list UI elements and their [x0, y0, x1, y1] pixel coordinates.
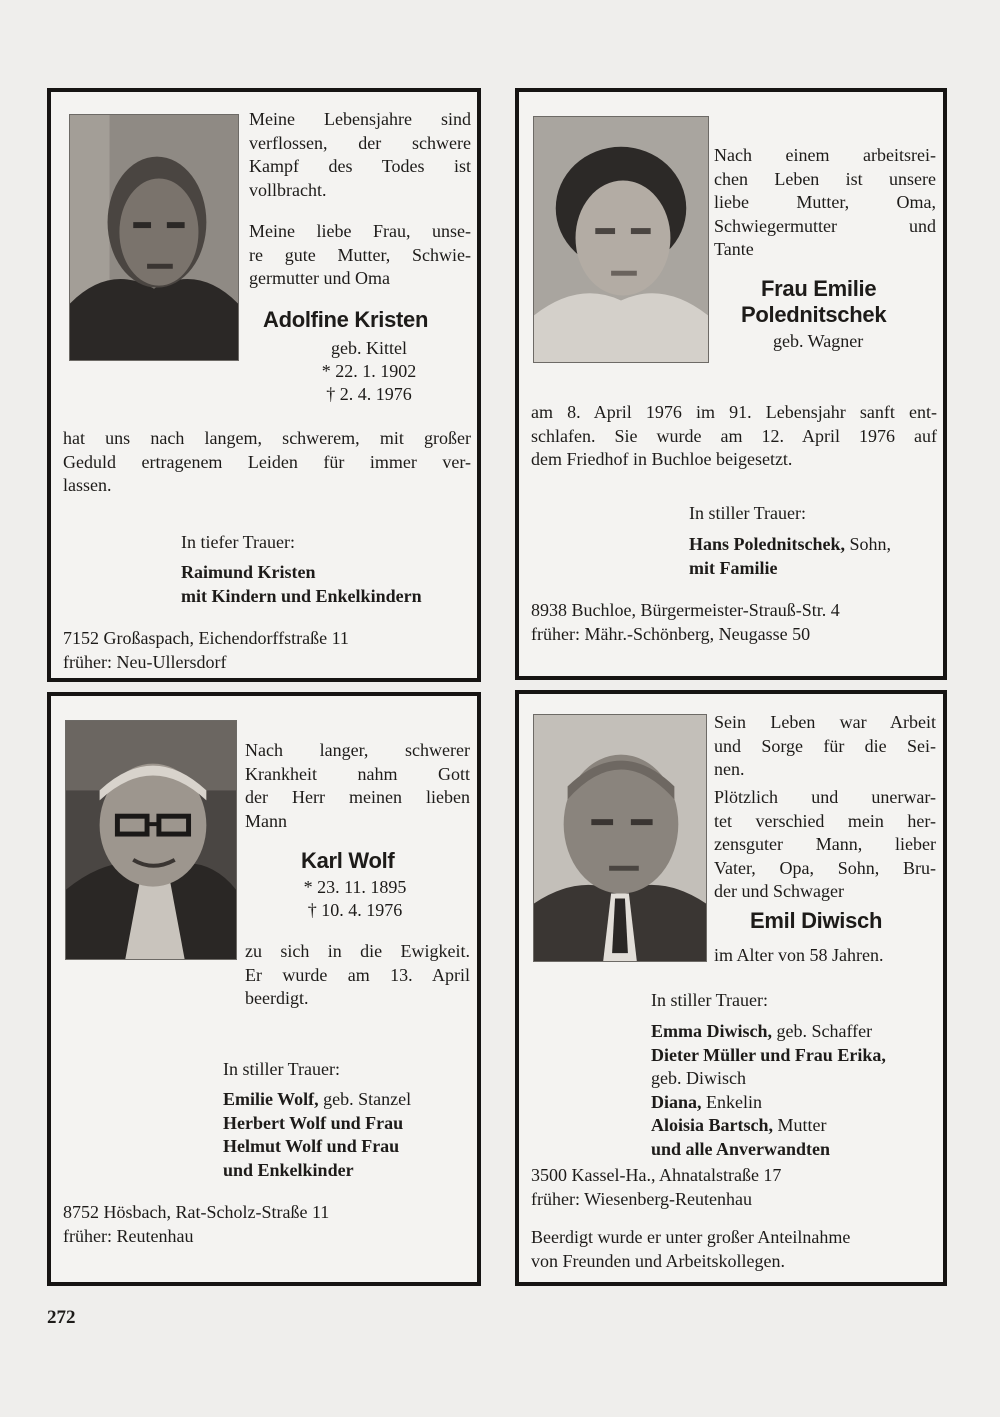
death-notice-adolfine-kristen	[47, 88, 481, 682]
mourning-heading: In tiefer Trauer:	[181, 532, 295, 552]
intro-text: Meine Lebensjahre sind verflossen, der schwere Kampf des Todes ist vollbracht.	[249, 109, 471, 200]
portrait-photo-emilie-polednitschek	[533, 116, 709, 363]
death-notice-emil-diwisch	[515, 690, 947, 1286]
death-notice-karl-wolf	[47, 692, 481, 1286]
mourners: Emma Diwisch, geb. Schaffer Dieter Müller und Frau Erika, geb. Diwisch Diana, Enkelin Aloisia Bartsch, Mutter und alle Anverwandten	[651, 1021, 886, 1159]
mourner-family: mit Familie	[689, 557, 778, 578]
birth-name: geb. Wagner	[773, 331, 864, 351]
age-text: im Alter von 58 Jahren.	[714, 945, 884, 965]
deceased-name: Emil Diwisch	[750, 908, 883, 933]
address: 3500 Kassel-Ha., Ahnatalstraße 17 früher: Wiesenberg-Reutenhau	[531, 1165, 782, 1209]
address: 8938 Buchloe, Bürgermeister-Strauß-Str. 4 früher: Mähr.-Schönberg, Neugasse 50	[531, 600, 840, 644]
mourner-name: Hans Polednitschek,	[689, 534, 846, 554]
deceased-name: Adolfine Kristen	[263, 307, 429, 332]
mourners: Raimund Kristen mit Kindern und Enkelkindern	[181, 562, 422, 606]
intro-text-2: Meine liebe Frau, unse- re gute Mutter, Schwie- germutter und Oma	[249, 221, 471, 288]
intro-text: Nach langer, schwerer Krankheit nahm Gott der Herr meinen lieben Mann	[245, 740, 470, 831]
closing-text: Beerdigt wurde er unter großer Anteilnahme von Freunden und Arbeitskollegen.	[531, 1227, 851, 1271]
mourner-name: Emilie Wolf,	[223, 1089, 319, 1109]
body-text: am 8. April 1976 im 91. Lebensjahr sanft ent- schlafen. Sie wurde am 12. April 1976 auf dem Friedhof in Buchloe beigesetzt.	[531, 402, 937, 469]
birth-date: * 23. 11. 1895	[303, 877, 407, 897]
mourning-heading: In stiller Trauer:	[651, 990, 768, 1010]
birth-name: geb. Kittel	[331, 338, 407, 358]
address: 7152 Großaspach, Eichendorffstraße 11 früher: Neu-Ullersdorf	[63, 628, 349, 672]
birth-date: * 22. 1. 1902	[321, 361, 417, 381]
portrait-photo-adolfine-kristen	[69, 114, 239, 361]
portrait-photo-emil-diwisch	[533, 714, 707, 962]
mourners: Emilie Wolf, geb. Stanzel Herbert Wolf und Frau Helmut Wolf und Frau und Enkelkinder	[223, 1089, 412, 1180]
mourning-heading: In stiller Trauer:	[689, 503, 806, 523]
address: 8752 Hösbach, Rat-Scholz-Straße 11 früher: Reutenhau	[63, 1202, 330, 1246]
body-text: zu sich in die Ewigkeit. Er wurde am 13. April beerdigt.	[245, 941, 470, 1008]
deceased-name: Karl Wolf	[301, 848, 395, 873]
intro-text: Nach einem arbeitsrei- chen Leben ist unsere liebe Mutter, Oma, Schwiegermutter und Tante	[714, 145, 936, 259]
portrait-photo-karl-wolf	[65, 720, 237, 960]
death-date: † 2. 4. 1976	[326, 384, 412, 404]
mourner-relation: Sohn,	[845, 534, 892, 554]
body-text: hat uns nach langem, schwerem, mit großer Geduld ertragenem Leiden für immer ver- lassen.	[63, 428, 471, 495]
intro-text-2: Plötzlich und unerwar- tet verschied mein her- zensguter Mann, lieber Vater, Opa, Sohn, Bru- der und Schwager	[714, 787, 936, 901]
page-number: 272	[47, 1307, 76, 1328]
death-date: † 10. 4. 1976	[307, 900, 403, 920]
deceased-name-line1: Frau Emilie	[761, 276, 877, 301]
mourner-detail: geb. Stanzel	[318, 1089, 412, 1109]
mourning-heading: In stiller Trauer:	[223, 1059, 340, 1079]
deceased-name-line2: Polednitschek	[741, 302, 887, 327]
intro-text: Sein Leben war Arbeit und Sorge für die Sei- nen.	[714, 712, 936, 779]
death-notice-emilie-polednitschek	[515, 88, 947, 680]
mourners	[689, 533, 891, 580]
